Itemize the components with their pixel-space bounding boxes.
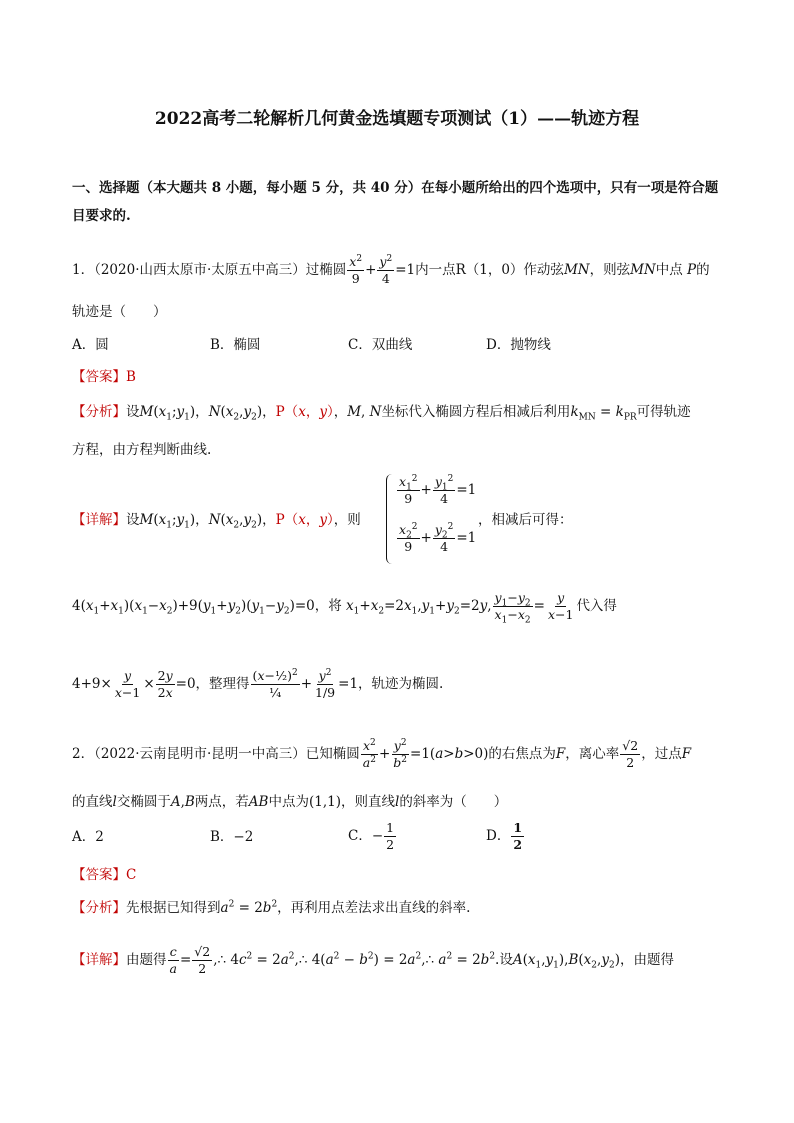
q1-eq-line1: $4(x_1+x_1)(x_1-x_2)+9(y_1+y_2)(y_1-y_2)=0$，将 $x_1+x_2=2x_1,y_1+y_2=2y$, $\frac{y_1-y_2}{x_1-x_2}$ = $\frac{y}{x-1}$ 代入得 xyxy=(72,590,617,626)
q2-line2c: 两点，若 xyxy=(194,794,249,810)
answer-tag: 【答案】 xyxy=(72,867,126,883)
q1-option-a: A．圆 xyxy=(72,337,109,353)
q2-line2d: 中点为 xyxy=(268,794,309,810)
q2-analysis: 【分析】先根据已知得到$a^2 = 2b^2$，再利用点差法求出直线的斜率. xyxy=(72,899,471,916)
q1-eq-line2-text: ，整理得 xyxy=(195,676,250,692)
q1-detail-after: ，相减后可得： xyxy=(478,512,573,528)
q2-option-b: B．−2 xyxy=(210,829,254,845)
q1-analysis-line2: 方程，由方程判断曲线. xyxy=(72,442,212,458)
q2-detail-text3: ，由题得 xyxy=(619,952,674,968)
q1-system-eq2: $\frac{x_2^2}{9}$ + $\frac{y_2^2}{4}$ =1 xyxy=(399,521,477,554)
q2-prefix: 2．（2022·云南昆明市·昆明一中高三）已知椭圆 xyxy=(72,746,360,762)
q1-option-d: D．抛物线 xyxy=(486,337,551,353)
fraction: $\frac{x^2}{9}$ xyxy=(349,253,363,286)
q2-option-a: A．2 xyxy=(72,829,104,845)
q2-line2a: 的直线 xyxy=(72,794,113,810)
fraction: $\frac{y^2}{4}$ xyxy=(379,253,393,286)
q2-detail-text2: 设 xyxy=(499,952,513,968)
q1-prefix: 1．（2020·山西太原市·太原五中高三）过椭圆 xyxy=(72,262,347,278)
q2-option-c: C．− $\frac{1}{2}$ xyxy=(348,820,395,852)
q1-system-eq1: $\frac{x_1^2}{9}$ + $\frac{y_1^2}{4}$ =1 xyxy=(399,473,477,506)
q1-detail-line1: 【详解】设$M(x_1;y_1)$，$N(x_2,y_2)$，P（x，y），则 xyxy=(72,512,361,531)
q1-detail-set: 设 xyxy=(126,512,140,528)
q1-stem-line1: 1．（2020·山西太原市·太原五中高三）过椭圆 $\frac{x^2}{9}$ + $\frac{y^2}{4}$ =1内一点R（1，0）作动弦MN，则弦MN中点 P的 xyxy=(72,253,710,286)
q1-rest3: 的 xyxy=(696,262,710,278)
q1-analysis-text2: 可得轨迹 xyxy=(636,404,691,420)
q2-option-c-label: C． xyxy=(348,828,372,844)
q1-stem-line2: 轨迹是（ ） xyxy=(72,304,167,320)
q2-stem-line1: 2．（2022·云南昆明市·昆明一中高三）已知椭圆 $\frac{x^2}{a^2}$ + $\frac{y^2}{b^2}$ =1(a>b>0)的右焦点为F，离心率 $\frac{√2}{2}$ ，过点F xyxy=(72,737,692,770)
answer-value: C xyxy=(126,867,137,883)
section-header-line2: 目要求的. xyxy=(72,208,131,224)
q2-analysis-text2: ，再利用点差法求出直线的斜率. xyxy=(277,900,471,916)
q1-answer xyxy=(72,367,136,387)
q1-eq-line1-end: 代入得 xyxy=(576,598,617,614)
q2-answer xyxy=(72,865,136,885)
q2-analysis-text1: 先根据已知得到 xyxy=(126,900,221,916)
brace xyxy=(386,474,395,564)
q2-option-d: D． $\frac{1}{2}$ xyxy=(486,820,523,852)
q1-analysis-line1: 【分析】设$M(x_1;y_1)$，$N(x_2,y_2)$，P（x，y），M, N坐标代入椭圆方程后相减后利用$k_{MN} = k_{PR}$可得轨迹 xyxy=(72,404,691,423)
q2-line2b: 交椭圆于 xyxy=(116,794,171,810)
q2-mid2: ，离心率 xyxy=(565,746,620,762)
q2-detail-text1: 由题得 xyxy=(126,952,167,968)
q1-detail-then: 则 xyxy=(347,512,361,528)
answer-value: B xyxy=(126,369,136,385)
q1-rest2: 中点 xyxy=(655,262,683,278)
q1-mid: 内一点 xyxy=(415,262,456,278)
q1-point: R（1，0）作动弦 xyxy=(455,262,564,278)
q1-option-c: C．双曲线 xyxy=(348,337,413,353)
q1-set: 设 xyxy=(126,404,140,420)
q1-eq-line2: 4+9× $\frac{y}{x-1}$ × $\frac{2y}{2x}$ =0，整理得 $\frac{(x-\frac{1}{2})^2}{\text{¼}}$ + $\frac{y^2}{1/9}$ =1，轨迹为椭圆. xyxy=(72,667,444,700)
q2-line2e: ，则直线 xyxy=(340,794,395,810)
section-header-line1: 一、选择题（本大题共 8 小题，每小题 5 分，共 40 分）在每小题所给出的四个选项中，只有一项是符合题 xyxy=(72,180,719,196)
q1-option-b: B．椭圆 xyxy=(210,337,261,353)
q2-mid: 的右焦点为 xyxy=(488,746,556,762)
q1-eq-line2-end: ，轨迹为椭圆. xyxy=(358,676,444,692)
analysis-tag: 【分析】 xyxy=(72,900,126,916)
q2-option-d-label: D． xyxy=(486,828,511,844)
q2-line2f: 的斜率为（ ） xyxy=(399,794,508,810)
q1-analysis-text1: 坐标代入椭圆方程后相减后利用 xyxy=(381,404,571,420)
detail-tag: 【详解】 xyxy=(72,952,126,968)
q2-mid3: ，过点 xyxy=(641,746,682,762)
q1-rest: ，则弦 xyxy=(589,262,631,278)
page-title: 2022高考二轮解析几何黄金选填题专项测试（1）——轨迹方程 xyxy=(154,109,640,129)
answer-tag: 【答案】 xyxy=(72,369,126,385)
q1-eq-line1-text: ，将 xyxy=(314,598,342,614)
q2-stem-line2: 的直线l交椭圆于A,B两点，若AB中点为(1,1)，则直线l的斜率为（ ） xyxy=(72,794,508,810)
q2-detail: 【详解】由题得 $\frac{c}{a}$ = $\frac{√2}{2}$ ,∴ $4c^2$ = $2a^2,\therefore$ $4(a^2 - b^2)$ = $2a^2,\therefore$ $a^2 = 2b^2$.设$A(x_1,y_1),B(x_2,y_2)$，由题得 xyxy=(72,944,674,976)
detail-tag: 【详解】 xyxy=(72,512,126,528)
analysis-tag: 【分析】 xyxy=(72,404,126,420)
